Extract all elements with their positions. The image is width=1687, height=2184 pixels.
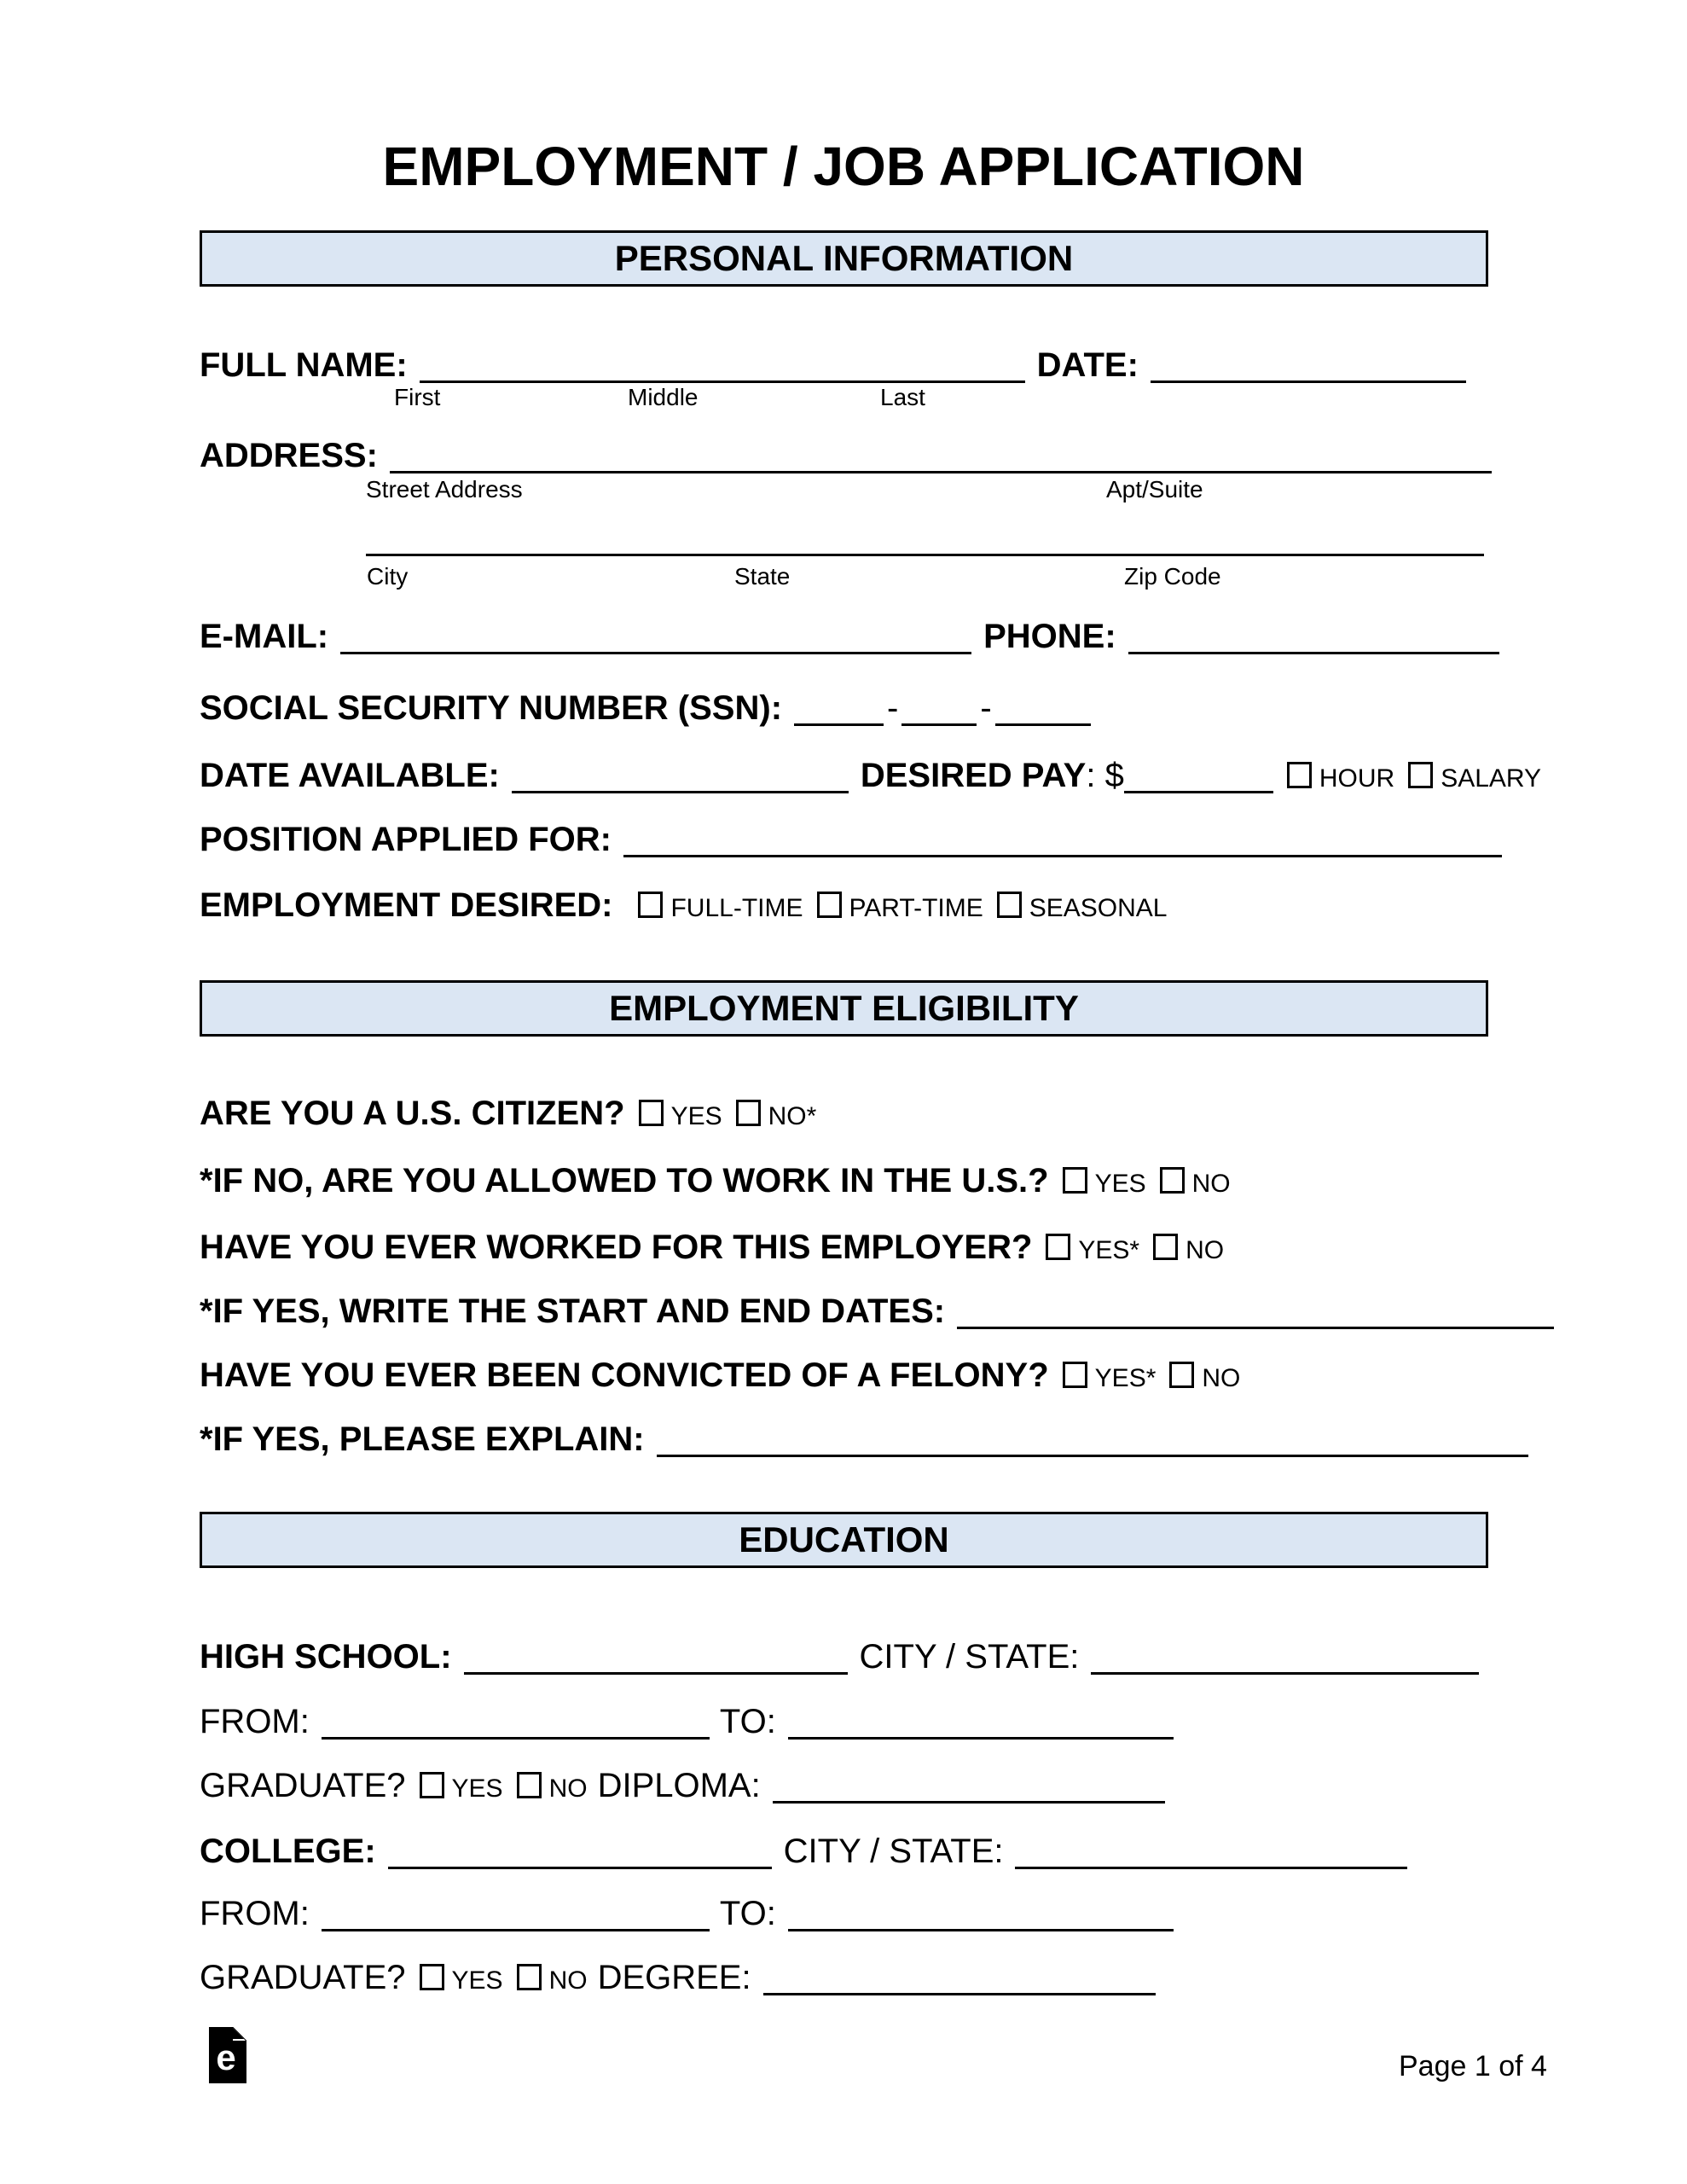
street-address-input[interactable] [390,435,1492,473]
college-from-to-row [200,1893,1174,1934]
ssn-label: SOCIAL SECURITY NUMBER (SSN): [200,689,783,727]
college-graduate-no-checkbox[interactable] [517,1964,542,1990]
state-sublabel: State [734,563,791,590]
worked-question-row [200,1227,1224,1271]
position-row [200,819,1502,860]
hour-checkbox[interactable] [1287,762,1312,788]
start-end-dates-row [200,1291,1554,1332]
felony-yes-label: YES* [1094,1364,1157,1392]
felony-no-label: NO [1202,1364,1241,1392]
felony-yes-checkbox[interactable] [1063,1362,1087,1388]
degree-label: DEGREE: [597,1959,751,1996]
section-header-employment-eligibility: EMPLOYMENT ELIGIBILITY [200,980,1488,1037]
college-city-state-input[interactable] [1015,1831,1407,1869]
hs-graduate-label: GRADUATE? [200,1767,406,1804]
hs-to-input[interactable] [788,1701,1174,1740]
ssn-part2-input[interactable] [901,688,977,726]
desired-pay-suffix: : $ [1086,757,1124,794]
diploma-label: DIPLOMA: [597,1767,761,1804]
citizen-question-label: ARE YOU A U.S. CITIZEN? [200,1095,625,1132]
college-row [200,1831,1407,1872]
full-time-label: FULL-TIME [670,894,803,922]
citizen-question-row [200,1093,816,1137]
citizen-no-label: NO* [768,1102,817,1130]
employment-desired-label: EMPLOYMENT DESIRED: [200,886,613,924]
date-available-label: DATE AVAILABLE: [200,757,500,794]
last-sublabel: Last [880,384,925,410]
college-city-state-label: CITY / STATE: [783,1833,1004,1870]
date-input[interactable] [1151,345,1466,383]
ssn-row [200,688,1091,729]
desired-pay-input[interactable] [1124,755,1273,793]
phone-input[interactable] [1128,616,1499,654]
hour-label: HOUR [1319,764,1395,793]
college-from-label: FROM: [200,1895,310,1932]
date-label: DATE: [1036,346,1139,384]
felony-explain-label: *IF YES, PLEASE EXPLAIN: [200,1420,645,1458]
middle-sublabel: Middle [628,384,699,410]
salary-checkbox[interactable] [1408,762,1433,788]
hs-graduate-row [200,1765,1165,1809]
allowed-no-checkbox[interactable] [1160,1167,1185,1194]
felony-question-label: HAVE YOU EVER BEEN CONVICTED OF A FELONY? [200,1356,1049,1394]
hs-from-input[interactable] [322,1701,710,1740]
hs-graduate-yes-checkbox[interactable] [420,1772,444,1798]
page-title: EMPLOYMENT / JOB APPLICATION [382,136,1305,197]
zip-code-sublabel: Zip Code [1124,563,1221,590]
college-graduate-row [200,1957,1156,2001]
ssn-separator-1: - [887,689,899,727]
college-from-input[interactable] [322,1893,710,1931]
citizen-yes-label: YES [670,1102,722,1130]
date-available-input[interactable] [512,755,849,793]
full-name-input[interactable] [420,345,1025,383]
diploma-input[interactable] [773,1765,1165,1804]
phone-label: PHONE: [983,618,1116,655]
first-sublabel: First [394,384,441,410]
college-label: COLLEGE: [200,1833,376,1870]
college-graduate-yes-checkbox[interactable] [420,1964,444,1990]
worked-question-label: HAVE YOU EVER WORKED FOR THIS EMPLOYER? [200,1228,1033,1266]
address-line2-input[interactable] [366,554,1484,556]
date-available-pay-row [200,755,1541,799]
college-input[interactable] [388,1831,772,1869]
email-input[interactable] [340,616,971,654]
high-school-label: HIGH SCHOOL: [200,1638,452,1676]
felony-no-checkbox[interactable] [1169,1362,1194,1388]
full-name-row [200,345,1466,386]
allowed-question-label: *IF NO, ARE YOU ALLOWED TO WORK IN THE U.S.? [200,1162,1049,1199]
start-end-dates-label: *IF YES, WRITE THE START AND END DATES: [200,1292,946,1330]
felony-question-row [200,1355,1240,1399]
college-to-label: TO: [719,1895,776,1932]
hs-city-state-input[interactable] [1091,1636,1479,1675]
high-school-row [200,1636,1479,1677]
email-phone-row [200,616,1499,657]
hs-graduate-no-label: NO [548,1774,588,1803]
employment-desired-row [200,885,1167,929]
start-end-dates-input[interactable] [957,1291,1554,1329]
felony-explain-row [200,1419,1528,1460]
seasonal-label: SEASONAL [1029,894,1168,922]
desired-pay-label: DESIRED PAY [860,757,1087,794]
allowed-yes-checkbox[interactable] [1063,1167,1087,1194]
part-time-checkbox[interactable] [817,892,842,918]
seasonal-checkbox[interactable] [997,892,1022,918]
hs-from-label: FROM: [200,1703,310,1740]
high-school-input[interactable] [464,1636,848,1675]
college-to-input[interactable] [788,1893,1174,1931]
hs-from-to-row [200,1701,1174,1742]
part-time-label: PART-TIME [849,894,983,922]
ssn-part1-input[interactable] [794,688,884,726]
felony-explain-input[interactable] [657,1419,1528,1457]
hs-to-label: TO: [719,1703,776,1740]
allowed-yes-label: YES [1094,1170,1146,1198]
college-graduate-no-label: NO [548,1966,588,1995]
ssn-separator-2: - [980,689,992,727]
worked-no-checkbox[interactable] [1153,1234,1178,1260]
city-sublabel: City [367,563,409,590]
address-label: ADDRESS: [200,437,378,474]
worked-yes-checkbox[interactable] [1046,1234,1070,1260]
address-row [200,435,1492,476]
page-number: Page 1 of 4 [1399,2050,1547,2082]
section-header-education: EDUCATION [200,1512,1488,1568]
section-header-personal-information: PERSONAL INFORMATION [200,230,1488,287]
full-name-label: FULL NAME: [200,346,408,384]
full-time-checkbox[interactable] [638,892,663,918]
logo-letter: e [216,2037,236,2077]
hs-graduate-yes-label: YES [451,1774,503,1803]
position-label: POSITION APPLIED FOR: [200,821,612,858]
street-address-sublabel: Street Address [366,476,523,502]
degree-input[interactable] [763,1957,1156,1995]
college-graduate-label: GRADUATE? [200,1959,406,1996]
ssn-part3-input[interactable] [995,688,1091,726]
citizen-yes-checkbox[interactable] [639,1100,664,1126]
worked-yes-label: YES* [1078,1236,1140,1264]
hs-city-state-label: CITY / STATE: [859,1638,1080,1676]
worked-no-label: NO [1186,1236,1225,1264]
allowed-no-label: NO [1191,1170,1231,1198]
email-label: E-MAIL: [200,618,329,655]
college-graduate-yes-label: YES [451,1966,503,1995]
allowed-question-row [200,1160,1231,1205]
position-input[interactable] [623,819,1502,857]
salary-label: SALARY [1441,764,1542,793]
hs-graduate-no-checkbox[interactable] [517,1772,542,1798]
eforms-logo-icon [209,2027,246,2083]
citizen-no-checkbox[interactable] [736,1100,761,1126]
apt-suite-sublabel: Apt/Suite [1106,476,1203,502]
